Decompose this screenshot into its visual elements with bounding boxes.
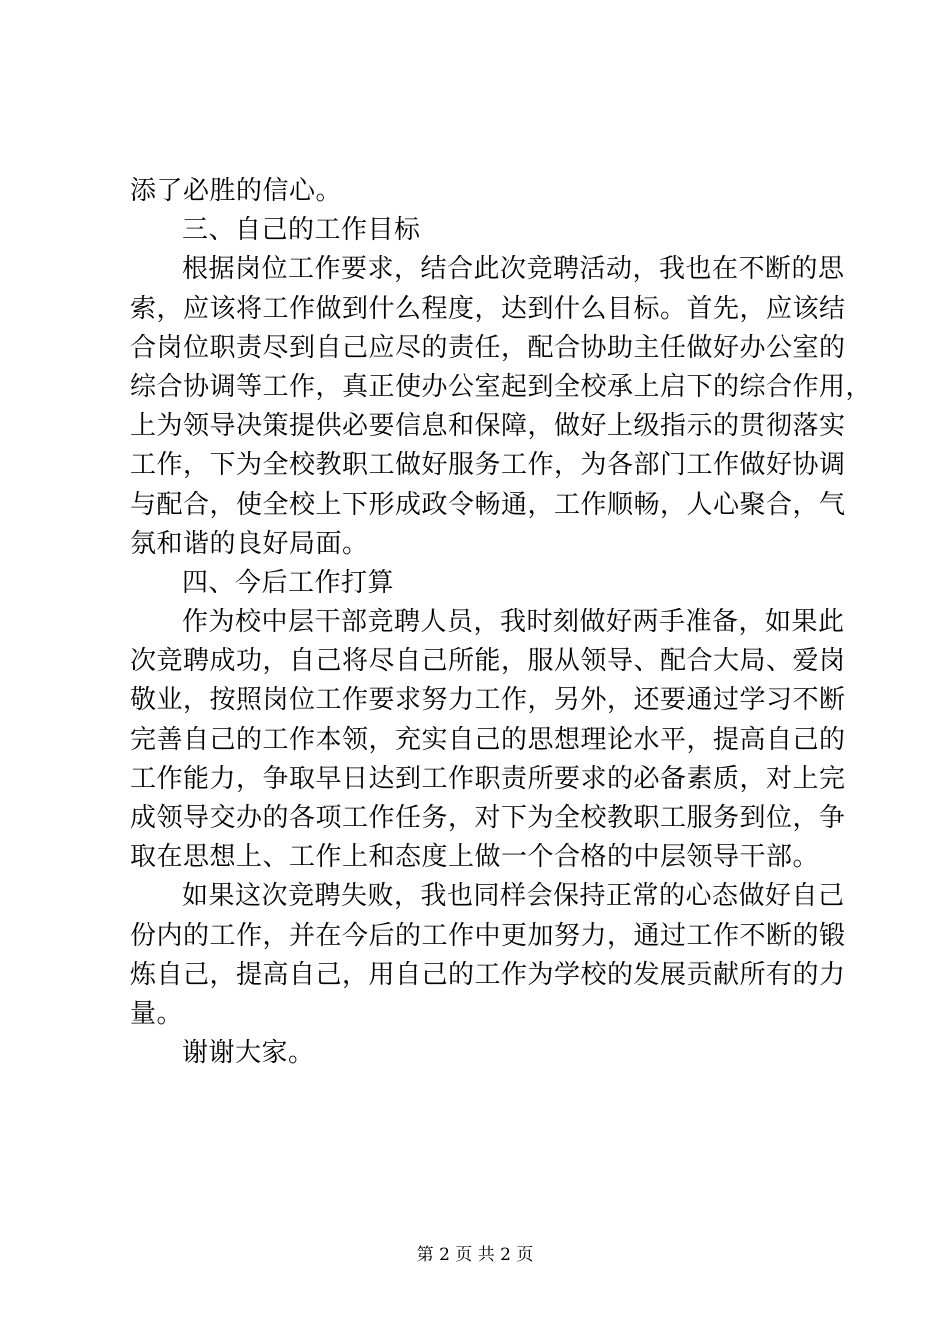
- text-line: 工作，下为全校教职工做好服务工作，为各部门工作做好协调: [130, 450, 846, 481]
- page-footer: 第 2 页 共 2 页: [416, 1245, 534, 1265]
- text-line: 完善自己的工作本领，充实自己的思想理论水平，提高自己的: [130, 724, 846, 755]
- text-line: 次竞聘成功，自己将尽自己所能，服从领导、配合大局、爱岗: [130, 646, 846, 677]
- text-line: 综合协调等工作，真正使办公室起到全校承上启下的综合作用，: [130, 371, 873, 402]
- text-line: 如果这次竞聘失败，我也同样会保持正常的心态做好自己: [182, 881, 845, 912]
- text-line: 份内的工作，并在今后的工作中更加努力，通过工作不断的锻: [130, 920, 846, 951]
- text-line: 索，应该将工作做到什么程度，达到什么目标。首先，应该结: [130, 293, 846, 324]
- text-line: 量。: [130, 998, 184, 1029]
- text-line: 上为领导决策提供必要信息和保障，做好上级指示的贯彻落实: [130, 411, 846, 442]
- text-line: 敬业，按照岗位工作要求努力工作，另外，还要通过学习不断: [130, 685, 846, 716]
- text-line: 工作能力，争取早日达到工作职责所要求的必备素质，对上完: [130, 763, 846, 794]
- text-line: 根据岗位工作要求，结合此次竞聘活动，我也在不断的思: [182, 254, 845, 285]
- text-line: 氛和谐的良好局面。: [130, 528, 369, 559]
- text-line: 合岗位职责尽到自己应尽的责任，配合协助主任做好办公室的: [130, 332, 846, 363]
- section-heading: 四、今后工作打算: [182, 567, 395, 598]
- text-line: 取在思想上、工作上和态度上做一个合格的中层领导干部。: [130, 842, 820, 873]
- text-line: 炼自己，提高自己，用自己的工作为学校的发展贡献所有的力: [130, 959, 846, 990]
- closing-line: 谢谢大家。: [182, 1038, 315, 1069]
- text-line: 成领导交办的各项工作任务，对下为全校教职工服务到位，争: [130, 803, 846, 833]
- text-line: 添了必胜的信心。: [130, 176, 343, 206]
- section-heading: 三、自己的工作目标: [182, 215, 421, 246]
- text-line: 作为校中层干部竞聘人员，我时刻做好两手准备，如果此: [182, 607, 845, 638]
- text-line: 与配合，使全校上下形成政令畅通，工作顺畅，人心聚合，气: [130, 489, 846, 520]
- body-text: [130, 172, 873, 1073]
